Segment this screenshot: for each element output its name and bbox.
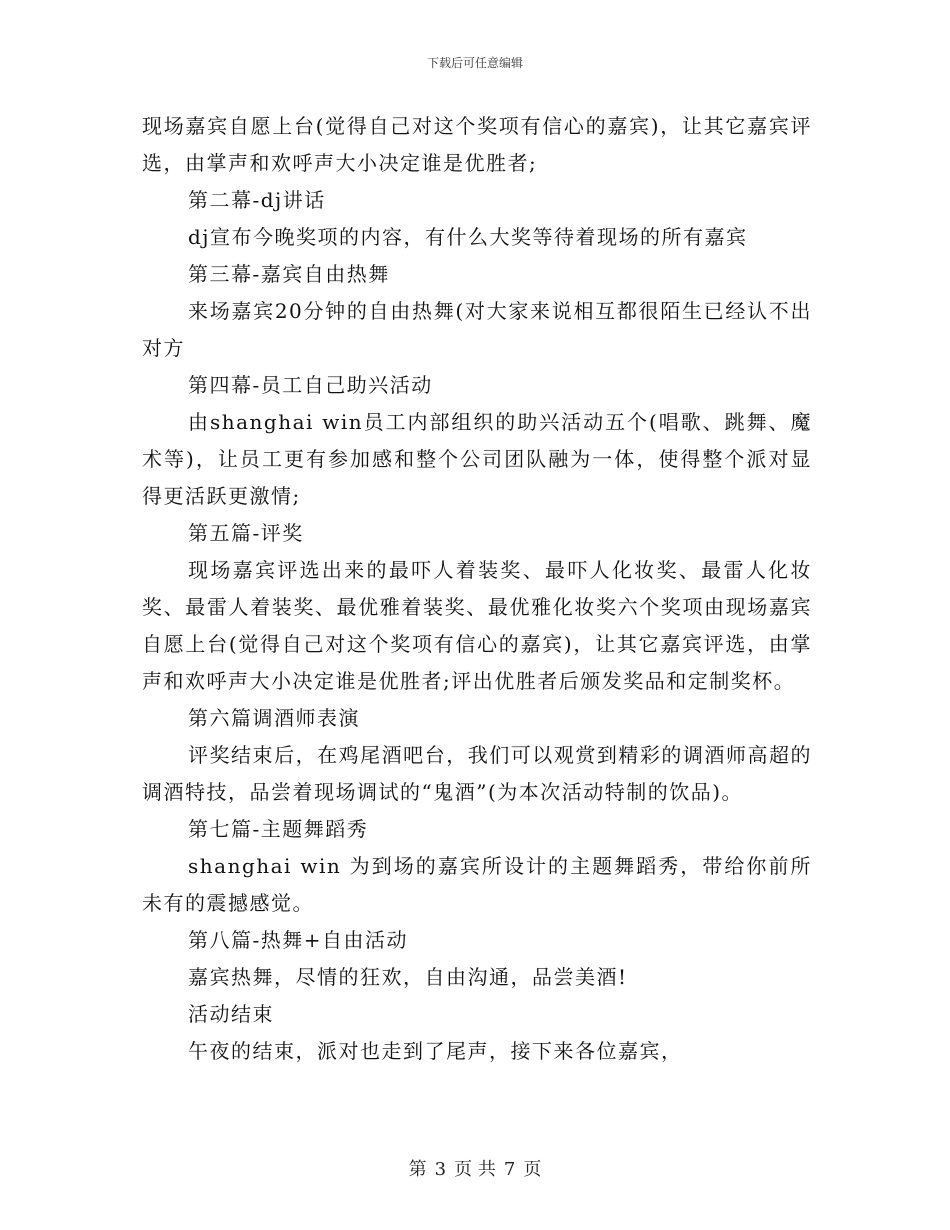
paragraph-12: 第七篇-主题舞蹈秀 bbox=[188, 817, 369, 841]
total-pages-number: 7 bbox=[503, 1159, 516, 1180]
page-header: 下载后可任意编辑 bbox=[426, 56, 523, 70]
paragraph-9: 现场嘉宾评选出来的最吓人着装奖、最吓人化妆奖、最雷人化妆奖、最雷人着装奖、最优雅着装奖、最优雅化妆奖六个奖项由现场嘉宾自愿上台(觉得自己对这个奖项有信心的嘉宾)，让其它嘉宾评选，由掌声和欢呼声大小决定谁是优胜者;评出优胜者后颁发奖品和定制奖杯。 bbox=[142, 558, 812, 693]
paragraph-11: 评奖结束后，在鸡尾酒吧台，我们可以观赏到精彩的调酒师高超的调酒特技，品尝着现场调试的“鬼酒”(为本次活动特制的饮品)。 bbox=[142, 743, 812, 804]
page-label-suffix: 页 bbox=[523, 1159, 542, 1180]
paragraph-2: 第二幕-dj讲话 bbox=[188, 188, 326, 212]
paragraph-13: shanghai win 为到场的嘉宾所设计的主题舞蹈秀，带给你前所未有的震撼感觉。 bbox=[142, 854, 812, 915]
current-page-number: 3 bbox=[434, 1159, 447, 1180]
paragraph-7: 由shanghai win员工内部组织的助兴活动五个(唱歌、跳舞、魔术等)，让员工更有参加感和整个公司团队融为一体，使得整个派对显得更活跃更激情; bbox=[142, 410, 812, 508]
paragraph-3: dj宣布今晚奖项的内容，有什么大奖等待着现场的所有嘉宾 bbox=[188, 225, 748, 249]
paragraph-8: 第五篇-评奖 bbox=[188, 521, 304, 545]
paragraph-16: 活动结束 bbox=[188, 1002, 274, 1026]
paragraph-1: 现场嘉宾自愿上台(觉得自己对这个奖项有信心的嘉宾)，让其它嘉宾评选，由掌声和欢呼声大小决定谁是优胜者; bbox=[142, 114, 812, 175]
page-label-prefix: 第 bbox=[408, 1159, 427, 1180]
paragraph-6: 第四幕-员工自己助兴活动 bbox=[188, 373, 433, 397]
page-label-middle: 页 共 bbox=[454, 1159, 496, 1180]
paragraph-5: 来场嘉宾20分钟的自由热舞(对大家来说相互都很陌生已经认不出对方 bbox=[142, 299, 812, 360]
document-body bbox=[142, 108, 812, 1070]
paragraph-10: 第六篇调酒师表演 bbox=[188, 706, 360, 730]
page-footer bbox=[0, 1155, 950, 1181]
paragraph-15: 嘉宾热舞，尽情的狂欢，自由沟通，品尝美酒! bbox=[188, 965, 628, 989]
paragraph-4: 第三幕-嘉宾自由热舞 bbox=[188, 262, 390, 286]
paragraph-17: 午夜的结束，派对也走到了尾声，接下来各位嘉宾， bbox=[188, 1039, 683, 1063]
paragraph-14: 第八篇-热舞+自由活动 bbox=[188, 928, 409, 952]
